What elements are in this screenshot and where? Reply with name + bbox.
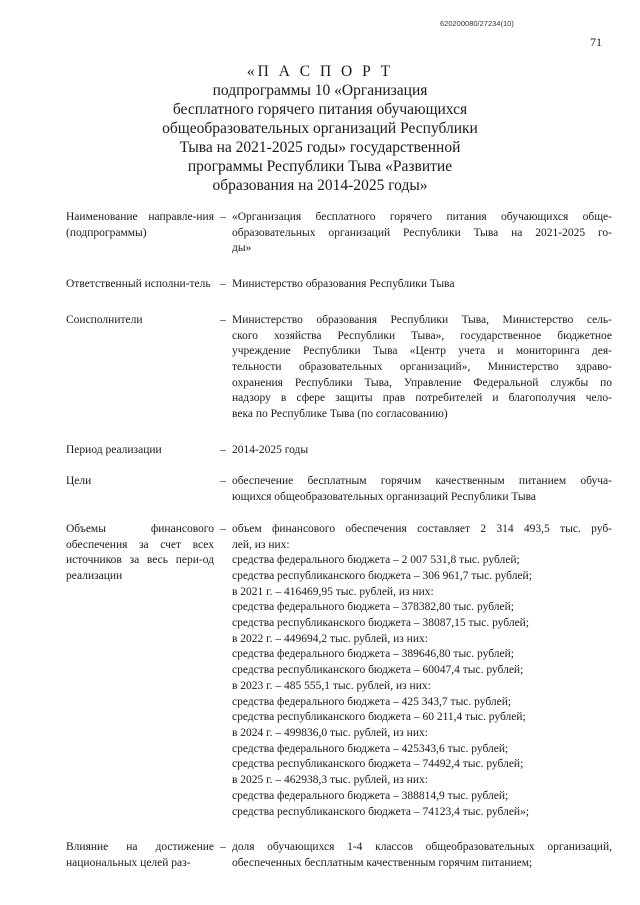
passport-row-period — [66, 443, 612, 459]
value-line: Министерство образования Республики Тыва, Министерство сель- — [232, 313, 612, 326]
row-dash: – — [220, 443, 226, 456]
title-line: образования на 2014-2025 годы» — [212, 177, 428, 194]
row-value — [232, 840, 612, 871]
value-line: «Организация бесплатного горячего питания обучающихся обще- — [232, 211, 612, 223]
value-line: средства республиканского бюджета – 74492,4 тыс. рублей; — [232, 758, 524, 771]
value-line: доля обучающихся 1-4 классов общеобразовательных организаций, — [232, 841, 612, 854]
passport-row-impact — [66, 840, 612, 871]
row-dash: – — [220, 278, 226, 291]
title-line: программы Республики Тыва «Развитие — [187, 158, 453, 175]
row-value — [232, 210, 612, 257]
row-value — [232, 277, 612, 293]
value-line: в 2023 г. – 485 555,1 тыс. рублей, из них: — [232, 679, 431, 692]
row-label: Влияние на достижение национальных целей раз- — [66, 841, 214, 869]
value-line: средства федерального бюджета – 378382,80 тыс. рублей; — [232, 601, 514, 614]
passport-row-goals — [66, 474, 612, 505]
passport-row-coexecutors — [66, 313, 612, 423]
row-dash: – — [220, 313, 226, 326]
value-line: объем финансового обеспечения составляет 2 314 493,5 тыс. руб- — [232, 522, 612, 535]
value-line: надзору в сфере защиты прав потребителей и благополучия чело- — [232, 392, 612, 405]
value-line: в 2024 г. – 499836,0 тыс. рублей, из них: — [232, 726, 428, 739]
title-line: общеобразовательных организаций Республики — [162, 120, 478, 137]
value-line: охранения Республики Тыва, Управление Федеральной службы по — [232, 376, 612, 389]
value-line: средства республиканского бюджета – 74123,4 тыс. рублей»; — [232, 805, 530, 818]
value-line: средства республиканского бюджета – 60047,4 тыс. рублей; — [232, 664, 524, 677]
value-line: средства федерального бюджета – 388814,9 тыс. рублей; — [232, 789, 509, 802]
page-number: 71 — [590, 35, 602, 49]
title-line: «П А С П О Р Т — [246, 63, 394, 80]
value-line: века по Республике Тыва (по согласованию) — [232, 408, 448, 421]
row-label: Соисполнители — [66, 313, 143, 326]
document-id: 620200080/27234(10) — [440, 19, 514, 28]
value-line: тельности образовательных организаций», Министерство здраво- — [232, 360, 612, 373]
value-line: в 2025 г. – 462938,3 тыс. рублей, из них: — [232, 774, 428, 787]
row-dash: – — [220, 841, 226, 854]
value-line: средства федерального бюджета – 425 343,7 тыс. рублей; — [232, 695, 512, 708]
document-title — [40, 62, 600, 195]
row-label: Наименование направле-ния (подпрограммы) — [66, 211, 214, 239]
value-line: средства федерального бюджета – 389646,80 тыс. рублей; — [232, 648, 514, 661]
row-value — [232, 443, 612, 459]
value-line: ды» — [232, 242, 252, 255]
value-line: средства республиканского бюджета – 60 211,4 тыс. рублей; — [232, 711, 526, 724]
value-line: средства федерального бюджета – 2 007 531,8 тыс. рублей; — [232, 554, 520, 567]
value-line: учреждение Республики Тыва «Центр учета и мониторинга дея- — [232, 345, 612, 358]
value-line: средства республиканского бюджета – 306 961,7 тыс. рублей; — [232, 569, 532, 582]
row-dash: – — [220, 522, 226, 535]
value-line: ского хозяйства Республики Тыва», государственное бюджетное — [232, 329, 612, 342]
row-value — [232, 313, 612, 423]
title-line: подпрограммы 10 «Организация — [212, 82, 428, 99]
row-label: Период реализации — [66, 443, 162, 456]
row-label: Цели — [66, 475, 92, 488]
row-dash: – — [220, 475, 226, 488]
title-line: Тыва на 2021-2025 годы» государственной — [179, 139, 461, 156]
row-label: Объемы финансового обеспечения за счет всех источников за весь пери-од реализации — [66, 522, 214, 582]
value-line: образовательных организаций Республики Тыва на 2021-2025 го- — [232, 226, 612, 239]
row-value — [232, 522, 612, 820]
row-value — [232, 474, 612, 505]
passport-table — [66, 210, 612, 872]
value-line: средства федерального бюджета – 425343,6 тыс. рублей; — [232, 742, 509, 755]
passport-row-funding — [66, 522, 612, 820]
value-line: обеспечение бесплатным горячим качественным питанием обуча- — [232, 475, 612, 488]
passport-row-name — [66, 210, 612, 257]
value-line: ющихся общеобразовательных организаций Республики Тыва — [232, 491, 536, 504]
value-line: лей, из них: — [232, 538, 290, 551]
value-line: средства республиканского бюджета – 38087,15 тыс. рублей; — [232, 617, 530, 630]
title-line: бесплатного горячего питания обучающихся — [172, 101, 468, 118]
value-line: 2014-2025 годы — [232, 443, 309, 456]
value-line: Министерство образования Республики Тыва — [232, 278, 455, 291]
value-line: в 2021 г. – 416469,95 тыс. рублей, из них: — [232, 585, 434, 598]
passport-row-responsible — [66, 277, 612, 293]
value-line: обеспеченных бесплатным качественным горячим питанием; — [232, 856, 533, 869]
row-label: Ответственный исполни-тель — [66, 278, 211, 291]
row-dash: – — [220, 211, 226, 223]
value-line: в 2022 г. – 449694,2 тыс. рублей, из них: — [232, 632, 428, 645]
